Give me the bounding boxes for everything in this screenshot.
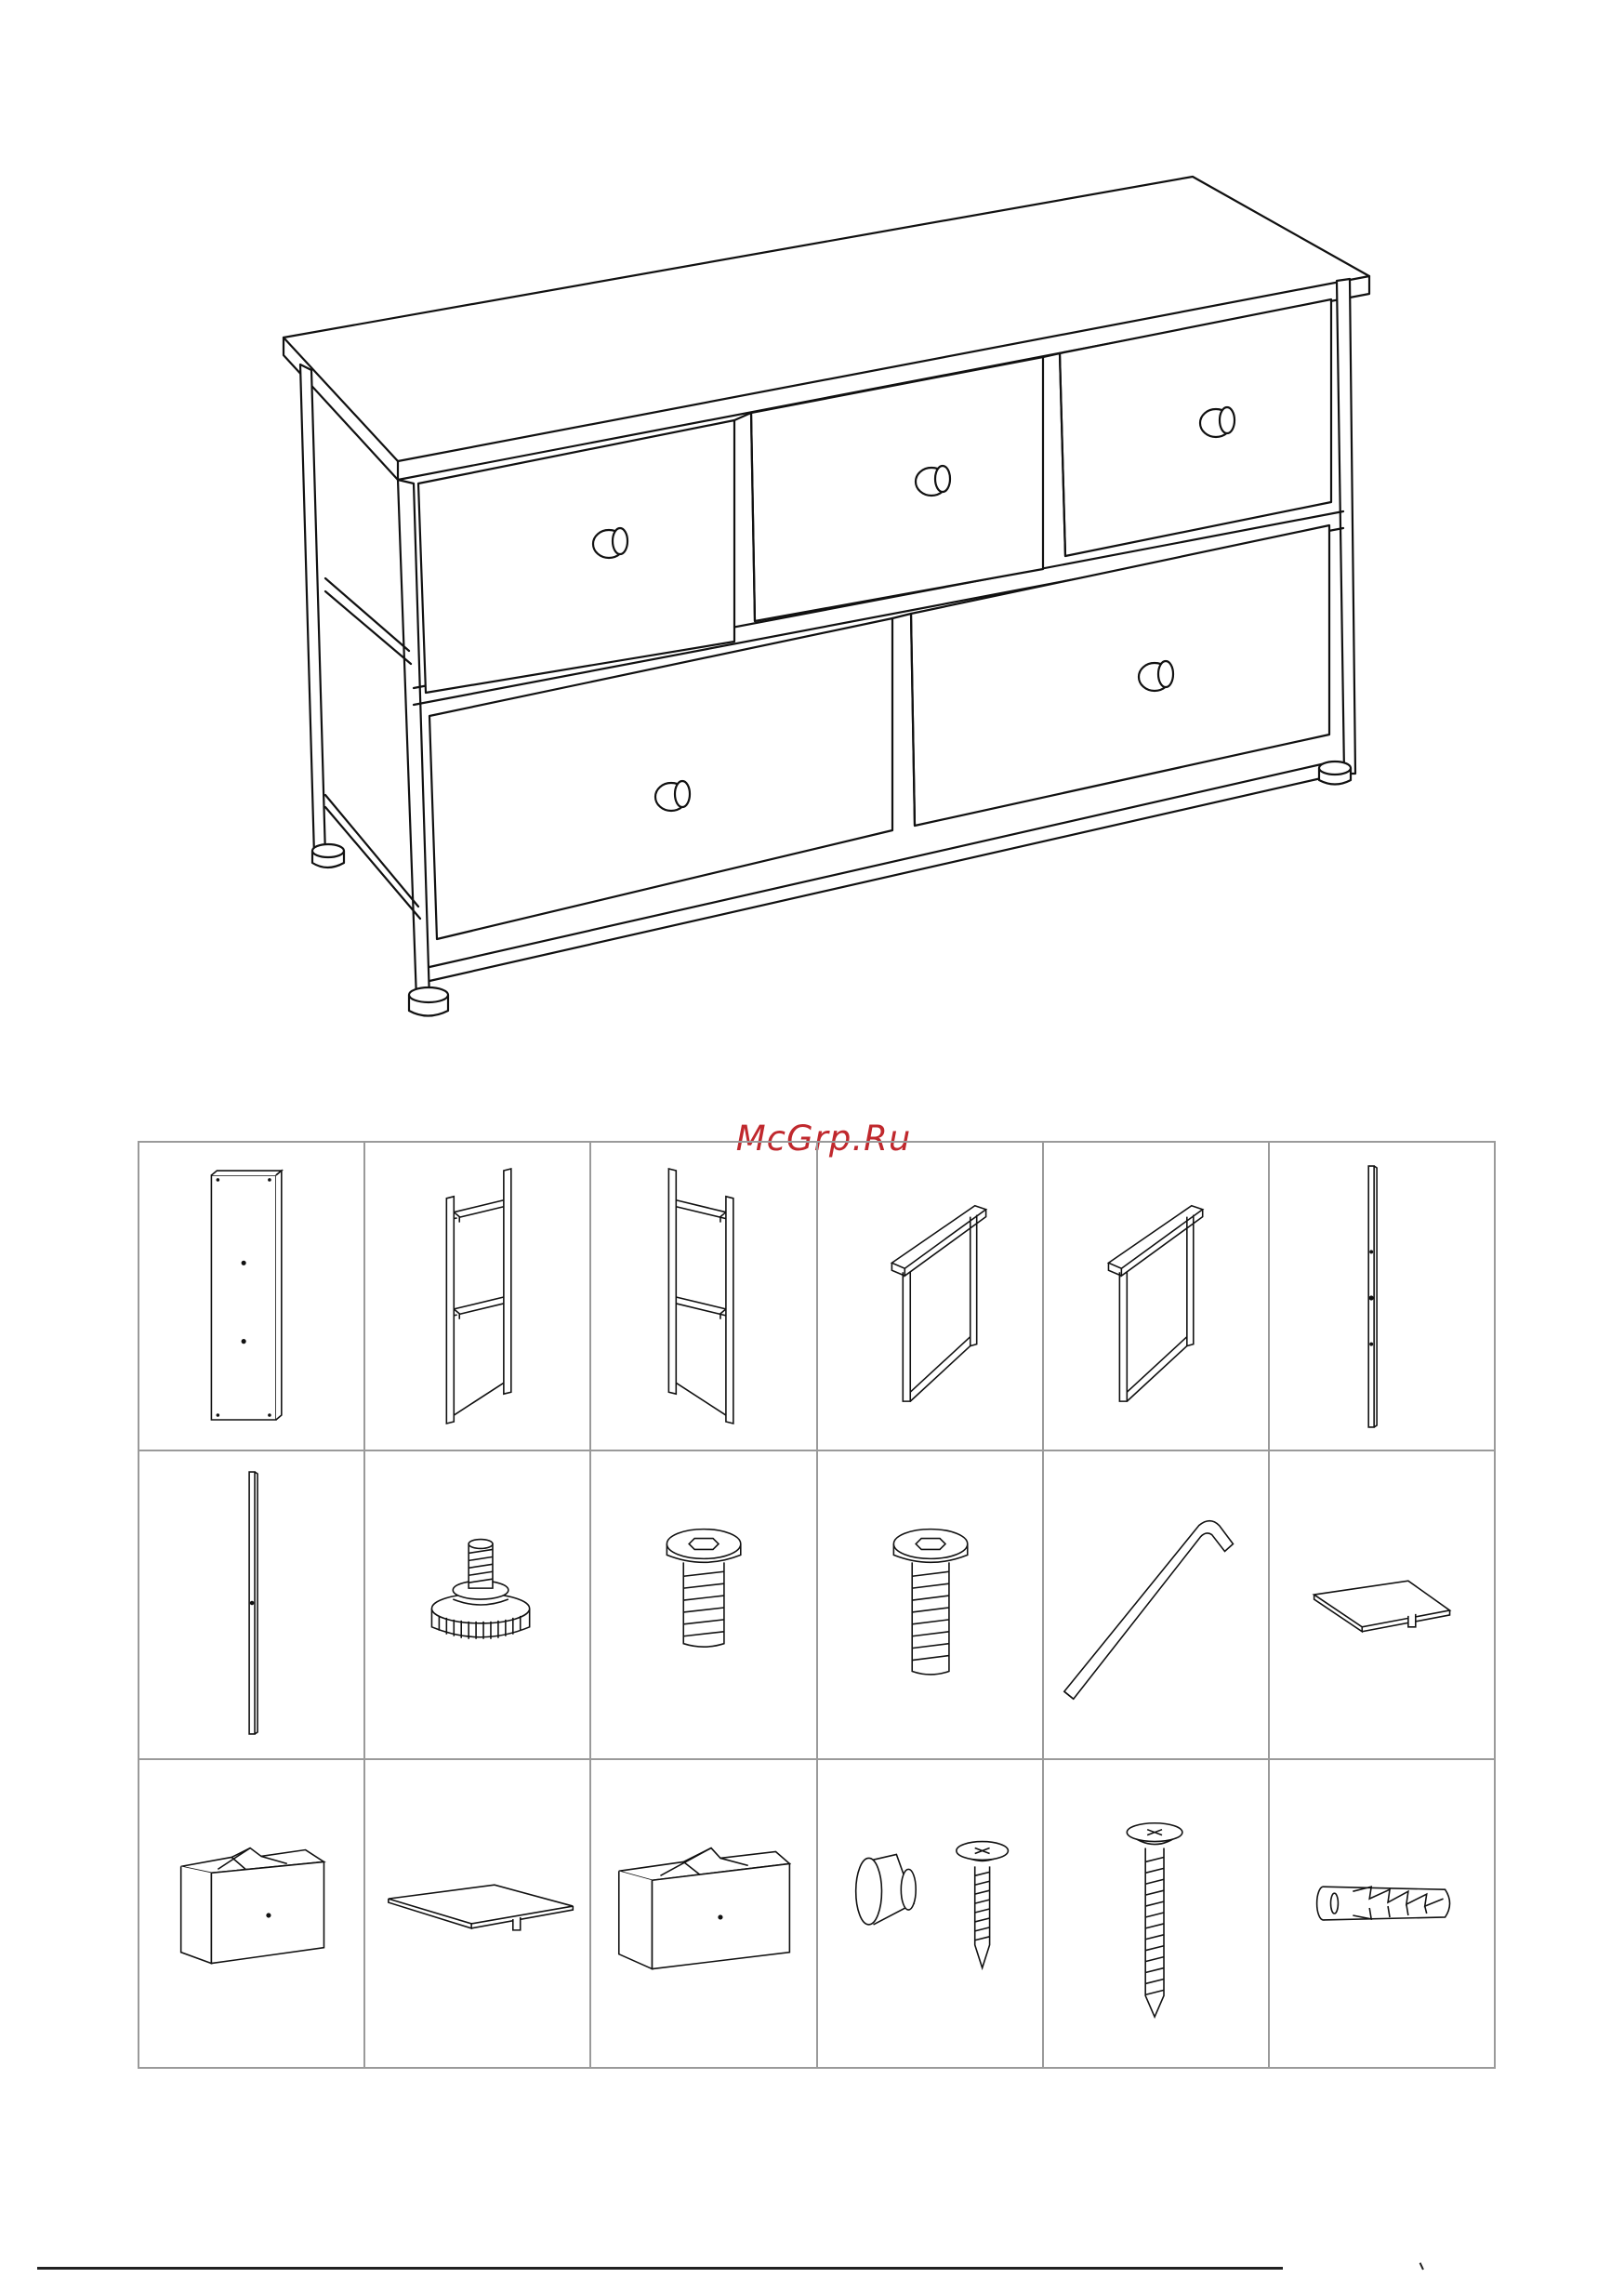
part-cell [365, 1451, 591, 1760]
part-cell [1270, 1760, 1496, 2069]
fabric-drawer-small-icon [591, 1760, 815, 2067]
drawer-bottom-board-small-icon [1270, 1451, 1494, 1758]
support-rail-long-icon [1270, 1143, 1494, 1450]
part-cell [1044, 1760, 1270, 2069]
support-rail-short-icon [139, 1451, 363, 1758]
fabric-drawer-large-icon [139, 1760, 363, 2067]
wall-anchor-icon [1270, 1760, 1494, 2067]
part-cell [818, 1451, 1044, 1760]
part-cell [1270, 1451, 1496, 1760]
side-frame-left-icon [365, 1143, 589, 1450]
short-hex-bolt-icon [591, 1451, 815, 1758]
part-cell [1270, 1143, 1496, 1451]
footer-rule [37, 2267, 1283, 2270]
allen-key-icon [1044, 1451, 1268, 1758]
part-cell [818, 1760, 1044, 2069]
part-cell [365, 1760, 591, 2069]
part-cell [591, 1760, 817, 2069]
drawer-frame-front-icon [818, 1143, 1042, 1450]
adjustable-foot-icon [365, 1451, 589, 1758]
parts-grid [138, 1141, 1496, 2069]
long-hex-bolt-icon [818, 1451, 1042, 1758]
part-cell [139, 1760, 365, 2069]
long-wood-screw-icon [1044, 1760, 1268, 2067]
footer-mark [1419, 2260, 1430, 2271]
part-cell [139, 1143, 365, 1451]
drawer-bottom-board-large-icon [365, 1760, 589, 2067]
watermark-text: McGrp.Ru [735, 1119, 912, 1159]
part-cell [1044, 1451, 1270, 1760]
part-cell [591, 1451, 817, 1760]
part-cell [139, 1451, 365, 1760]
side-frame-right-icon [591, 1143, 815, 1450]
dresser-five-drawers-icon [284, 177, 1369, 1016]
part-cell [365, 1143, 591, 1451]
top-panel-icon [139, 1143, 363, 1450]
dresser-illustration [0, 0, 1624, 1041]
part-cell [591, 1143, 817, 1451]
knob-and-screw-icon [818, 1760, 1042, 2067]
part-cell [818, 1143, 1044, 1451]
part-cell [1044, 1143, 1270, 1451]
drawer-frame-back-icon [1044, 1143, 1268, 1450]
